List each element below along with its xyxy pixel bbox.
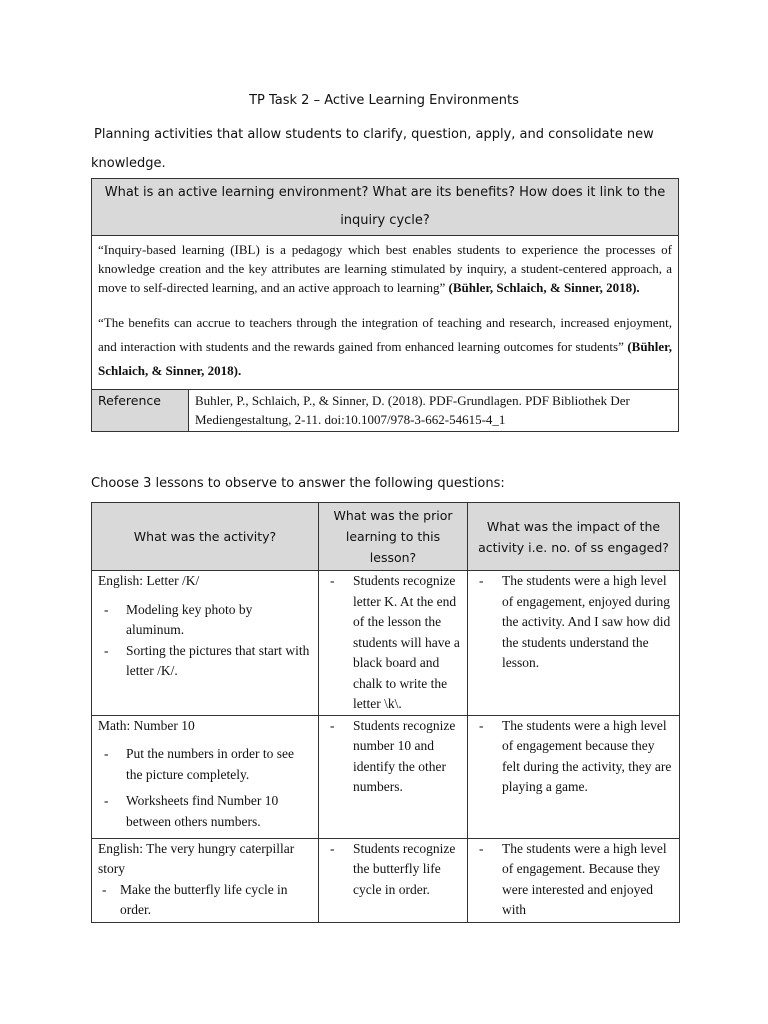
prior-learning-text: - Students recognize number 10 and identify the other numbers.: [325, 716, 461, 798]
activity-list: [98, 744, 312, 832]
reference-value: Buhler, P., Schlaich, P., & Sinner, D. (2018). PDF-Grundlagen. PDF Bibliothek Der Mediengestaltung, 2-11. doi:10.1007/978-3-662-54615-4_1: [189, 390, 679, 432]
activity-cell: [92, 838, 319, 922]
quote-1-text: “Inquiry-based learning (IBL) is a pedagogy which best enables students to experience the processes of knowledge creation and the key attributes are learning stimulated by inquiry, a student-centered approach, a move to self-directed learning, and an active approach to learning”: [98, 242, 672, 295]
lessons-table: [91, 502, 680, 923]
document-title: TP Task 2 – Active Learning Environments: [249, 93, 519, 108]
activity-list: [98, 880, 312, 921]
activity-title: English: Letter /K/: [98, 573, 200, 588]
table-row: [92, 571, 680, 716]
impact-text: - The students were a high level of engagement. Because they were interested and enjoyed with: [474, 839, 673, 921]
list-item: - Put the numbers in order to see the picture completely.: [98, 744, 312, 785]
list-item: - Make the butterfly life cycle in order.: [98, 880, 312, 921]
list-item: - Worksheets find Number 10 between others numbers.: [98, 791, 312, 832]
impact-cell: [468, 715, 680, 838]
quote-1-citation: (Bühler, Schlaich, & Sinner, 2018).: [448, 280, 640, 295]
header-prior-learning: What was the prior learning to this lesson?: [319, 503, 468, 571]
quote-2-text: “The benefits can accrue to teachers through the integration of teaching and research, increased enjoyment, and interaction with students and the rewards gained from enhanced learning outcomes for students”: [98, 315, 672, 354]
prior-learning-text: - Students recognize letter K. At the end of the lesson the students will have a black board and chalk to write the letter \k\.: [325, 571, 461, 715]
quote-2: [98, 311, 672, 383]
header-impact: What was the impact of the activity i.e. no. of ss engaged?: [468, 503, 680, 571]
impact-text: - The students were a high level of engagement, enjoyed during the activity. And I saw how did the students understand the lesson.: [474, 571, 673, 674]
activity-title: Math: Number 10: [98, 717, 195, 733]
list-item: - Modeling key photo by aluminum.: [98, 600, 312, 641]
prior-learning-cell: [319, 838, 468, 922]
prior-learning-cell: [319, 715, 468, 838]
prior-learning-text: - Students recognize the butterfly life cycle in order.: [325, 839, 461, 901]
table-row: [92, 715, 680, 838]
header-activity: What was the activity?: [92, 503, 319, 571]
table-row: [92, 838, 680, 922]
activity-cell: [92, 571, 319, 716]
quote-2-citation: (Bühler, Schlaich, & Sinner, 2018).: [98, 339, 672, 378]
subtitle-text: Planning activities that allow students to clarify, question, apply, and consolidate new knowledge.: [91, 127, 654, 171]
impact-cell: [468, 571, 680, 716]
reference-label: Reference: [92, 390, 189, 432]
impact-cell: [468, 838, 680, 922]
question-header: What is an active learning environment? What are its benefits? How does it link to the inquiry cycle?: [92, 179, 679, 236]
prior-learning-cell: [319, 571, 468, 716]
list-item: - Sorting the pictures that start with letter /K/.: [98, 641, 312, 682]
instructions-text: Choose 3 lessons to observe to answer the following questions:: [91, 476, 505, 491]
activity-cell: [92, 715, 319, 838]
activity-list: [98, 600, 312, 682]
quote-1: [98, 240, 672, 297]
document-subtitle: [91, 120, 681, 178]
activity-title: English: The very hungry caterpillar story: [98, 840, 295, 876]
active-learning-table: [91, 178, 679, 432]
impact-text: - The students were a high level of engagement because they felt during the activity, they are playing a game.: [474, 716, 673, 798]
quotes-cell: [92, 236, 679, 390]
